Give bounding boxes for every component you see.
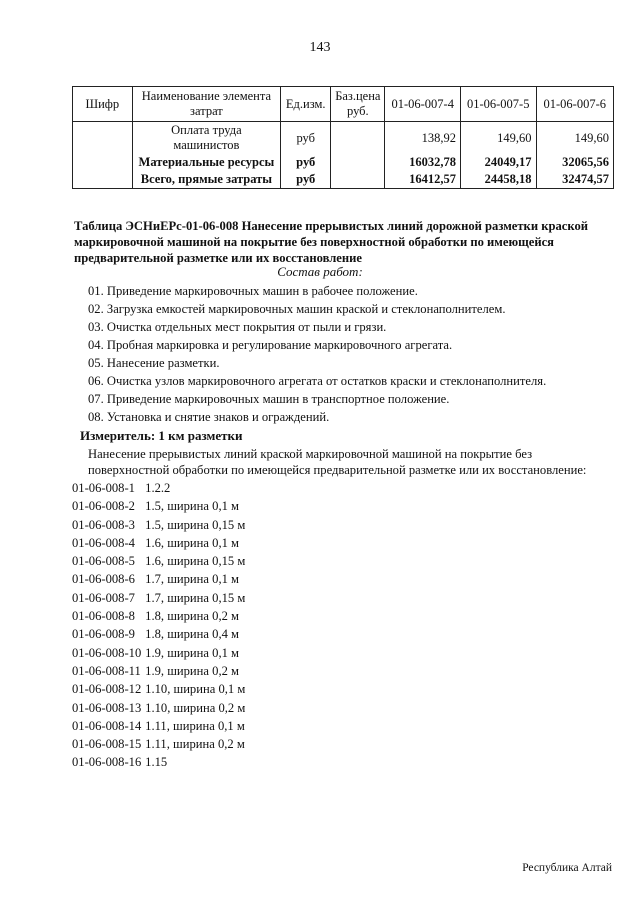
cell-name: Оплата труда машинистов	[132, 122, 281, 155]
list-item: 07. Приведение маркировочных машин в транспортное положение.	[88, 392, 450, 406]
cell-value: 24049,17	[460, 154, 536, 171]
item-code: 01-06-008-3	[72, 517, 135, 532]
item-code: 01-06-008-11	[72, 663, 141, 678]
header-cell: 01-06-007-6	[536, 87, 614, 122]
list-item	[72, 497, 245, 515]
item-text: 1.8, ширина 0,2 м	[145, 609, 240, 624]
list-item: 04. Пробная маркировка и регулирование маркировочного агрегата.	[88, 338, 453, 352]
item-code: 01-06-008-12	[72, 682, 142, 697]
item-code: 01-06-008-14	[72, 718, 142, 733]
cell-unit: руб	[281, 154, 331, 171]
item-code: 01-06-008-5	[72, 554, 135, 569]
cell-base-price	[331, 154, 385, 171]
cell-name: Всего, прямые затраты	[132, 171, 281, 189]
cost-table	[72, 86, 614, 189]
cell-unit: руб	[281, 171, 331, 189]
cell-code	[73, 154, 133, 171]
footer-region: Республика Алтай	[522, 862, 612, 874]
cell-value: 149,60	[460, 122, 536, 155]
header-cell: Наименование элемента затрат	[132, 87, 281, 122]
cell-value: 16412,57	[385, 171, 461, 189]
cell-value: 32065,56	[536, 154, 614, 171]
item-code: 01-06-008-10	[72, 645, 142, 660]
item-text: 1.2.2	[145, 481, 171, 495]
table-row	[73, 154, 614, 171]
item-text: 1.7, ширина 0,15 м	[145, 590, 246, 605]
measure-unit: Измеритель: 1 км разметки	[80, 428, 243, 443]
cell-name: Материальные ресурсы	[132, 154, 281, 171]
cell-code	[73, 171, 133, 189]
table-header-row	[73, 87, 614, 122]
item-code: 01-06-008-4	[72, 535, 135, 550]
item-code: 01-06-008-16	[72, 755, 142, 770]
header-cell: 01-06-007-4	[385, 87, 461, 122]
list-item	[72, 607, 245, 625]
list-item	[72, 534, 245, 552]
list-item	[72, 644, 245, 662]
section-title: Таблица ЭСНиЕРс-01-06-008 Нанесение прерывистых линий дорожной разметки краской маркировочной машиной на покрытие без поверхностной обработки по имеющейся предварительной разметке или их восстановление	[74, 219, 589, 265]
cell-value: 24458,18	[460, 171, 536, 189]
cell-unit: руб	[281, 122, 331, 155]
item-text: 1.10, ширина 0,2 м	[145, 700, 246, 715]
cell-value: 149,60	[536, 122, 614, 155]
list-item	[72, 589, 245, 607]
item-code: 01-06-008-6	[72, 572, 135, 587]
cell-value: 138,92	[385, 122, 461, 155]
item-code: 01-06-008-13	[72, 700, 142, 715]
item-text: 1.9, ширина 0,2 м	[145, 663, 240, 678]
list-item: 05. Нанесение разметки.	[88, 356, 220, 370]
table-row	[73, 171, 614, 189]
item-text: 1.7, ширина 0,1 м	[145, 572, 240, 587]
item-code: 01-06-008-9	[72, 627, 135, 642]
item-text: 1.11, ширина 0,1 м	[145, 718, 245, 733]
list-item: 03. Очистка отдельных мест покрытия от пыли и грязи.	[88, 320, 387, 334]
item-text: 1.9, ширина 0,1 м	[145, 645, 240, 660]
item-text: 1.6, ширина 0,15 м	[145, 554, 246, 569]
item-code: 01-06-008-8	[72, 609, 135, 624]
list-item	[72, 699, 245, 717]
item-text: 1.6, ширина 0,1 м	[145, 535, 240, 550]
item-text: 1.5, ширина 0,15 м	[145, 517, 246, 532]
cell-code	[73, 122, 133, 155]
code-list	[72, 479, 245, 772]
cell-value: 16032,78	[385, 154, 461, 171]
list-item: 01. Приведение маркировочных машин в рабочее положение.	[88, 284, 418, 298]
item-code: 01-06-008-7	[72, 590, 135, 605]
work-composition-label: Состав работ:	[277, 264, 363, 279]
header-cell: 01-06-007-5	[460, 87, 536, 122]
list-item	[72, 735, 245, 753]
item-text: 1.15	[145, 755, 168, 770]
description: Нанесение прерывистых линий краской маркировочной машиной на покрытие без поверхностной обработки по имеющейся предварительной разметке или их восстановление:	[88, 447, 587, 477]
cell-base-price	[331, 122, 385, 155]
list-item	[72, 680, 245, 698]
page-number: 143	[309, 40, 331, 55]
item-text: 1.10, ширина 0,1 м	[145, 682, 246, 697]
cell-value: 32474,57	[536, 171, 614, 189]
list-item	[72, 479, 245, 497]
item-text: 1.11, ширина 0,2 м	[145, 737, 245, 752]
header-cell: Шифр	[73, 87, 133, 122]
list-item	[72, 753, 245, 771]
list-item	[72, 516, 245, 534]
list-item: 08. Установка и снятие знаков и ограждений.	[88, 410, 330, 424]
item-code: 01-06-008-2	[72, 499, 135, 514]
list-item	[72, 662, 245, 680]
list-item: 06. Очистка узлов маркировочного агрегата от остатков краски и стеклонаполнителя.	[88, 374, 547, 388]
list-item: 02. Загрузка емкостей маркировочных машин краской и стеклонаполнителем.	[88, 302, 506, 316]
list-item	[72, 717, 245, 735]
header-cell: Ед.изм.	[281, 87, 331, 122]
item-code: 01-06-008-1	[72, 481, 135, 495]
item-text: 1.8, ширина 0,4 м	[145, 627, 240, 642]
list-item	[72, 570, 245, 588]
item-text: 1.5, ширина 0,1 м	[145, 499, 240, 514]
item-code: 01-06-008-15	[72, 737, 142, 752]
header-cell: Баз.цена руб.	[331, 87, 385, 122]
list-item	[72, 552, 245, 570]
list-item	[72, 625, 245, 643]
table-row	[73, 122, 614, 155]
cell-base-price	[331, 171, 385, 189]
work-list	[88, 282, 618, 426]
